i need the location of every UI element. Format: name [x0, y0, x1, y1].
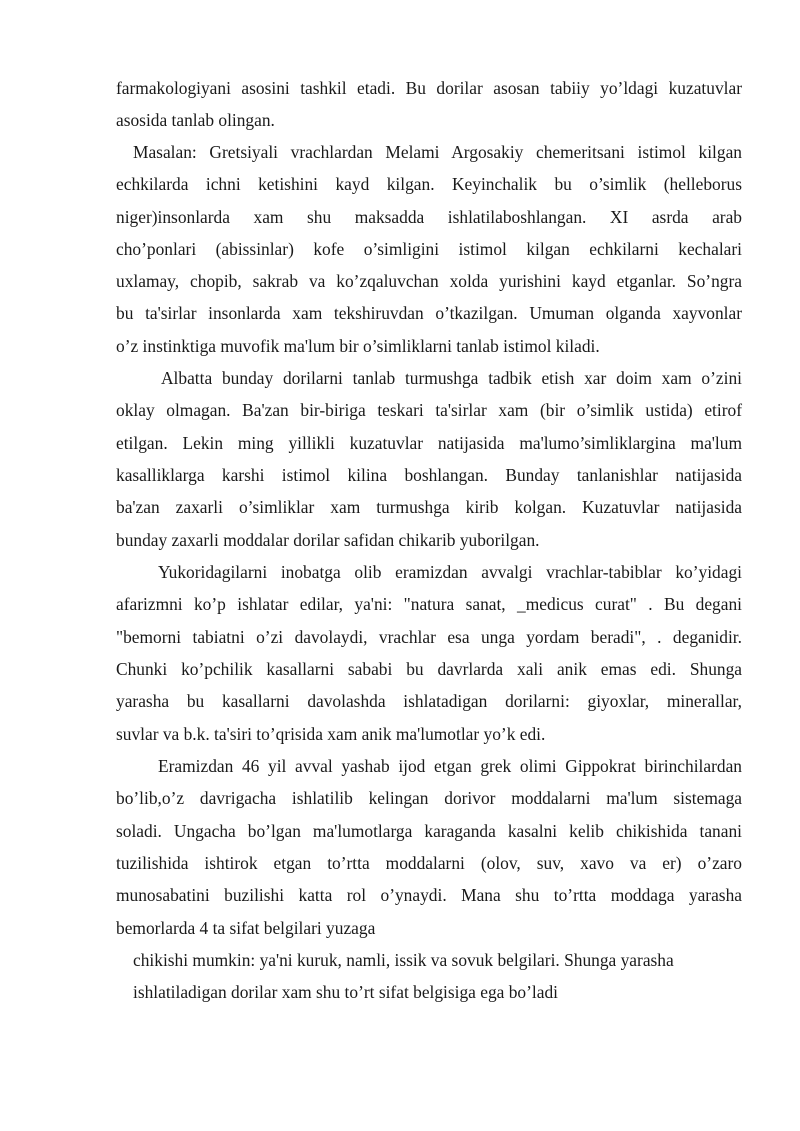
text-line: soladi. Ungacha bo’lgan ma'lumotlarga karaganda kasalni kelib chikishida tanani: [116, 821, 742, 841]
text-line: Eramizdan 46 yil avval yashab ijod etgan grek olimi Gippokrat birinchilardan: [158, 756, 742, 776]
text-line: echkilarda ichni ketishini kayd kilgan. Keyinchalik bu o’simlik (helleborus: [116, 174, 742, 194]
text-line: etilgan. Lekin ming yillikli kuzatuvlar natijasida ma'lumo’simliklargina ma'lum: [116, 433, 742, 453]
text-line: asosida tanlab olingan.: [116, 110, 275, 130]
text-line: niger)insonlarda xam shu maksadda ishlatilaboshlangan. XI asrda arab: [116, 207, 742, 227]
text-line: munosabatini buzilishi katta rol o’ynaydi. Mana shu to’rtta moddaga yarasha: [116, 885, 742, 905]
text-line: kasalliklarga karshi istimol kilina boshlangan. Bunday tanlanishlar natijasida: [116, 465, 742, 485]
text-line: ishlatiladigan dorilar xam shu to’rt sifat belgisiga ega bo’ladi: [133, 982, 558, 1002]
text-line: Albatta bunday dorilarni tanlab turmushga tadbik etish xar doim xam o’zini: [161, 368, 742, 388]
text-line: Masalan: Gretsiyali vrachlardan Melami Argosakiy chemeritsani istimol kilgan: [133, 142, 742, 162]
text-line: farmakologiyani asosini tashkil etadi. Bu dorilar asosan tabiiy yo’ldagi kuzatuvlar: [116, 78, 742, 98]
text-line: Chunki ko’pchilik kasallarni sababi bu davrlarda xali anik emas edi. Shunga: [116, 659, 742, 679]
text-line: bo’lib,o’z davrigacha ishlatilib kelingan dorivor moddalarni ma'lum sistemaga: [116, 788, 742, 808]
text-line: o’z instinktiga muvofik ma'lum bir o’simliklarni tanlab istimol kiladi.: [116, 336, 600, 356]
text-line: afarizmni ko’p ishlatar edilar, ya'ni: "natura sanat, _medicus curat" . Bu degani: [116, 594, 742, 614]
text-line: Yukoridagilarni inobatga olib eramizdan avvalgi vrachlar-tabiblar ko’yidagi: [158, 562, 742, 582]
text-line: bemorlarda 4 ta sifat belgilari yuzaga: [116, 918, 376, 938]
text-line: ba'zan zaxarli o’simliklar xam turmushga kirib kolgan. Kuzatuvlar natijasida: [116, 497, 742, 517]
text-line: suvlar va b.k. ta'siri to’qrisida xam anik ma'lumotlar yo’k edi.: [116, 724, 546, 744]
text-line: "bemorni tabiatni o’zi davolaydi, vrachlar esa unga yordam beradi", . deganidir.: [116, 627, 742, 647]
text-line: tuzilishida ishtirok etgan to’rtta moddalarni (olov, suv, xavo va er) o’zaro: [116, 853, 742, 873]
text-line: chikishi mumkin: ya'ni kuruk, namli, issik va sovuk belgilari. Shunga yarasha: [133, 950, 674, 970]
text-line: cho’ponlari (abissinlar) kofe o’simligini istimol kilgan echkilarni kechalari: [116, 239, 742, 259]
text-line: yarasha bu kasallarni davolashda ishlatadigan dorilarni: giyoxlar, minerallar,: [116, 691, 742, 711]
text-line: bunday zaxarli moddalar dorilar safidan chikarib yuborilgan.: [116, 530, 540, 550]
text-line: bu ta'sirlar insonlarda xam tekshiruvdan o’tkazilgan. Umuman olganda xayvonlar: [116, 303, 742, 323]
text-line: oklay olmagan. Ba'zan bir-biriga teskari ta'sirlar xam (bir o’simlik ustida) etirof: [116, 400, 742, 420]
text-line: uxlamay, chopib, sakrab va ko’zqaluvchan xolda yurishini kayd etganlar. So’ngra: [116, 271, 742, 291]
